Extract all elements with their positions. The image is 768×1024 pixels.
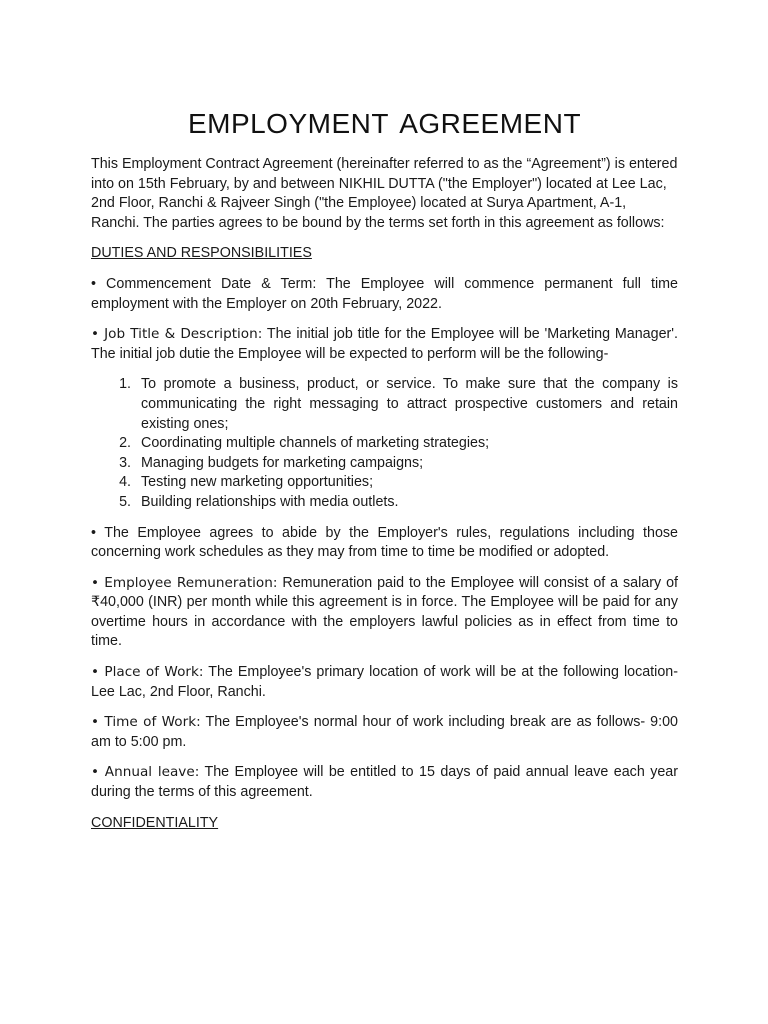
time-of-work-label: • Time of Work: bbox=[91, 714, 201, 731]
remuneration-paragraph bbox=[91, 574, 678, 652]
document-body bbox=[91, 155, 678, 844]
annual-leave-text: The Employee will be entitled to 15 days of paid annual leave each year during the terms of this agreement. bbox=[91, 764, 679, 801]
list-item: 5. Building relationships with media outlets. bbox=[135, 493, 678, 513]
job-title-paragraph bbox=[91, 325, 678, 364]
time-of-work-paragraph bbox=[91, 713, 678, 752]
duties-heading: DUTIES AND RESPONSIBILITIES bbox=[91, 245, 312, 262]
remuneration-label: • Employee Remuneration: bbox=[91, 574, 278, 591]
confidentiality-heading: CONFIDENTIALITY bbox=[91, 814, 219, 831]
list-item: 3. Managing budgets for marketing campaigns; bbox=[135, 454, 678, 474]
commencement-paragraph: • Commencement Date & Term: The Employee will commence permanent full time employment with the Employer on 20th February, 2022. bbox=[91, 275, 678, 312]
place-of-work-label: • Place of Work: bbox=[91, 664, 204, 681]
annual-leave-label: • Annual leave: bbox=[91, 764, 200, 781]
intro-paragraph: This Employment Contract Agreement (hereinafter referred to as the “Agreement”) is entered into on 15th February, by and between NIKHIL DUTTA ("the Employer") located at Lee Lac, 2nd Floor, Ranchi & Rajveer Singh ("the Employee) located at Surya Apartment, A-1, Ranchi. The parties agrees to be bound by the terms set forth in this agreement as follows: bbox=[91, 156, 678, 231]
rules-paragraph: • The Employee agrees to abide by the Employer's rules, regulations including those concerning work schedules as they may from time to time be modified or adopted. bbox=[91, 524, 678, 561]
list-item: 1. To promote a business, product, or service. To make sure that the company is communicating the right messaging to attract prospective customers and retain existing ones; bbox=[135, 375, 678, 434]
job-title-label: • Job Title & Description: bbox=[91, 326, 263, 343]
place-of-work-text: The Employee's primary location of work will be at the following location- Lee Lac, 2nd Floor, Ranchi. bbox=[91, 664, 678, 700]
duties-list bbox=[91, 375, 678, 512]
job-title-text: The initial job title for the Employee will be 'Marketing Manager'. The initial job dutie the Employee will be expected to perform will be the following- bbox=[91, 326, 678, 362]
list-item: 4. Testing new marketing opportunities; bbox=[135, 473, 678, 493]
list-item: 2. Coordinating multiple channels of marketing strategies; bbox=[135, 434, 678, 454]
document-title: EMPLOYMENT AGREEMENT bbox=[187, 108, 582, 139]
time-of-work-text: The Employee's normal hour of work including break are as follows- 9:00 am to 5:00 pm. bbox=[91, 714, 678, 750]
annual-leave-paragraph bbox=[91, 763, 678, 802]
remuneration-text: Remuneration paid to the Employee will consist of a salary of ₹40,000 (INR) per month while this agreement is in force. The Employee will be paid for any overtime hours in accordance with the employers lawful policies as in effect from time to time. bbox=[91, 574, 679, 650]
place-of-work-paragraph bbox=[91, 663, 678, 702]
